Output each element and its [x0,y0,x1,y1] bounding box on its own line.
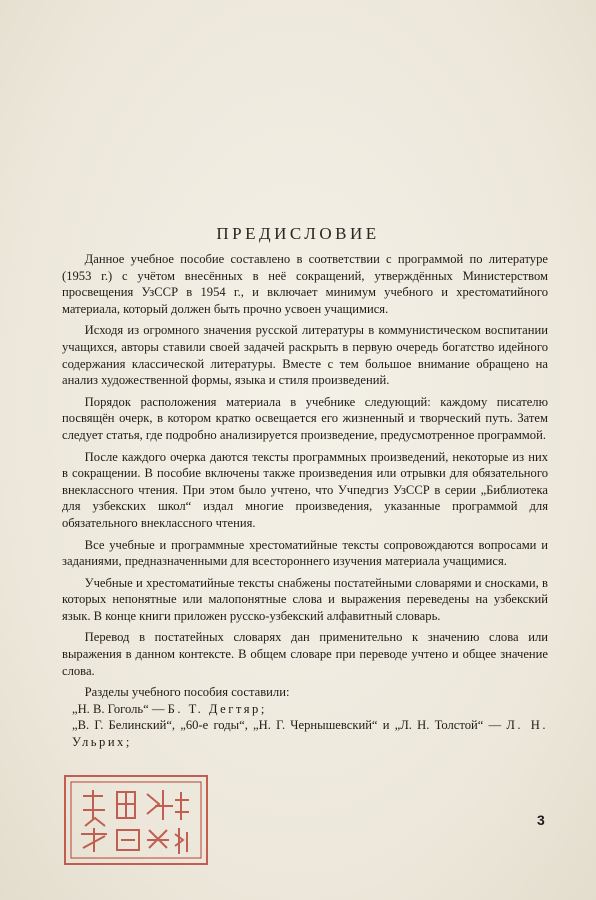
authors-list [62,701,548,751]
paragraph-7: Перевод в постатейных словарях дан применительно к значению слова или выражения в данном контексте. В общем словаре при переводе учтено и общее значение слова. [62,630,548,678]
paragraph-5: Все учебные и программные хрестоматийные тексты сопровождаются вопросами и заданиями, предназначенными для всестороннего изучения материала учащимися. [62,537,548,569]
authors-line-2-sections: „В. Г. Белинский“, „60-е годы“, „Н. Г. Чернышевский“ и „Л. Н. Толстой“ — [72,718,507,733]
paragraph-3: Порядок расположения материала в учебнике следующий: каждому писателю посвящён очерк, в котором кратко освещается его жизненный и творческий путь. Затем следует статья, где подробно анализируется произведение, предусмотренное программой. [62,394,548,442]
authors-intro: Разделы учебного пособия составили: [84,685,290,700]
preface-body [62,251,548,751]
paragraph-6: Учебные и хрестоматийные тексты снабжены постатейными словарями и сносками, в которых непонятные или малопонятные слова и выражения переведены на узбекский язык. В конце книги приложен русско-узбекский алфавитный словарь. [62,575,548,623]
library-stamp [55,770,213,868]
authors-line-1-sections: „Н. В. Гоголь“ — [72,701,168,716]
page-title: ПРЕДИСЛОВИЕ [216,224,380,243]
authors-line-2-name: Л. Н. Ульрих; [72,718,548,750]
page-number: 3 [537,812,545,828]
paragraph-4: После каждого очерка даются тексты программных произведений, некоторые из них в сокращении. В пособие включены также произведения или отрывки для обязательного внеклассного чтения. При этом было учтено, что Учпедгиз УзССР в серии „Библиотека для узбекских школ“ издал многие произведения, указанные программой для обязательного внеклассного чтения. [62,449,548,530]
paragraph-1: Данное учебное пособие составлено в соответствии с программой по литературе (1953 г.) с учётом внесённых в неё сокращений, утверждённых Министерством просвещения УзССР в 1954 г., и включает минимум учебного и хрестоматийного материала, который должен быть прочно усвоен учащимися. [62,252,548,316]
authors-line-2 [62,717,548,750]
authors-line-1-name: Б. Т. Дегтяр; [167,701,267,716]
paragraph-2: Исходя из огромного значения русской литературы в коммунистическом воспитании учащихся, авторы ставили своей задачей раскрыть в первую очередь богатство идейного содержания классической литературы. Вместе с тем большое внимание обращено на анализ художественной формы, языка и стиля произведений. [62,323,548,388]
authors-line-1 [62,701,548,718]
